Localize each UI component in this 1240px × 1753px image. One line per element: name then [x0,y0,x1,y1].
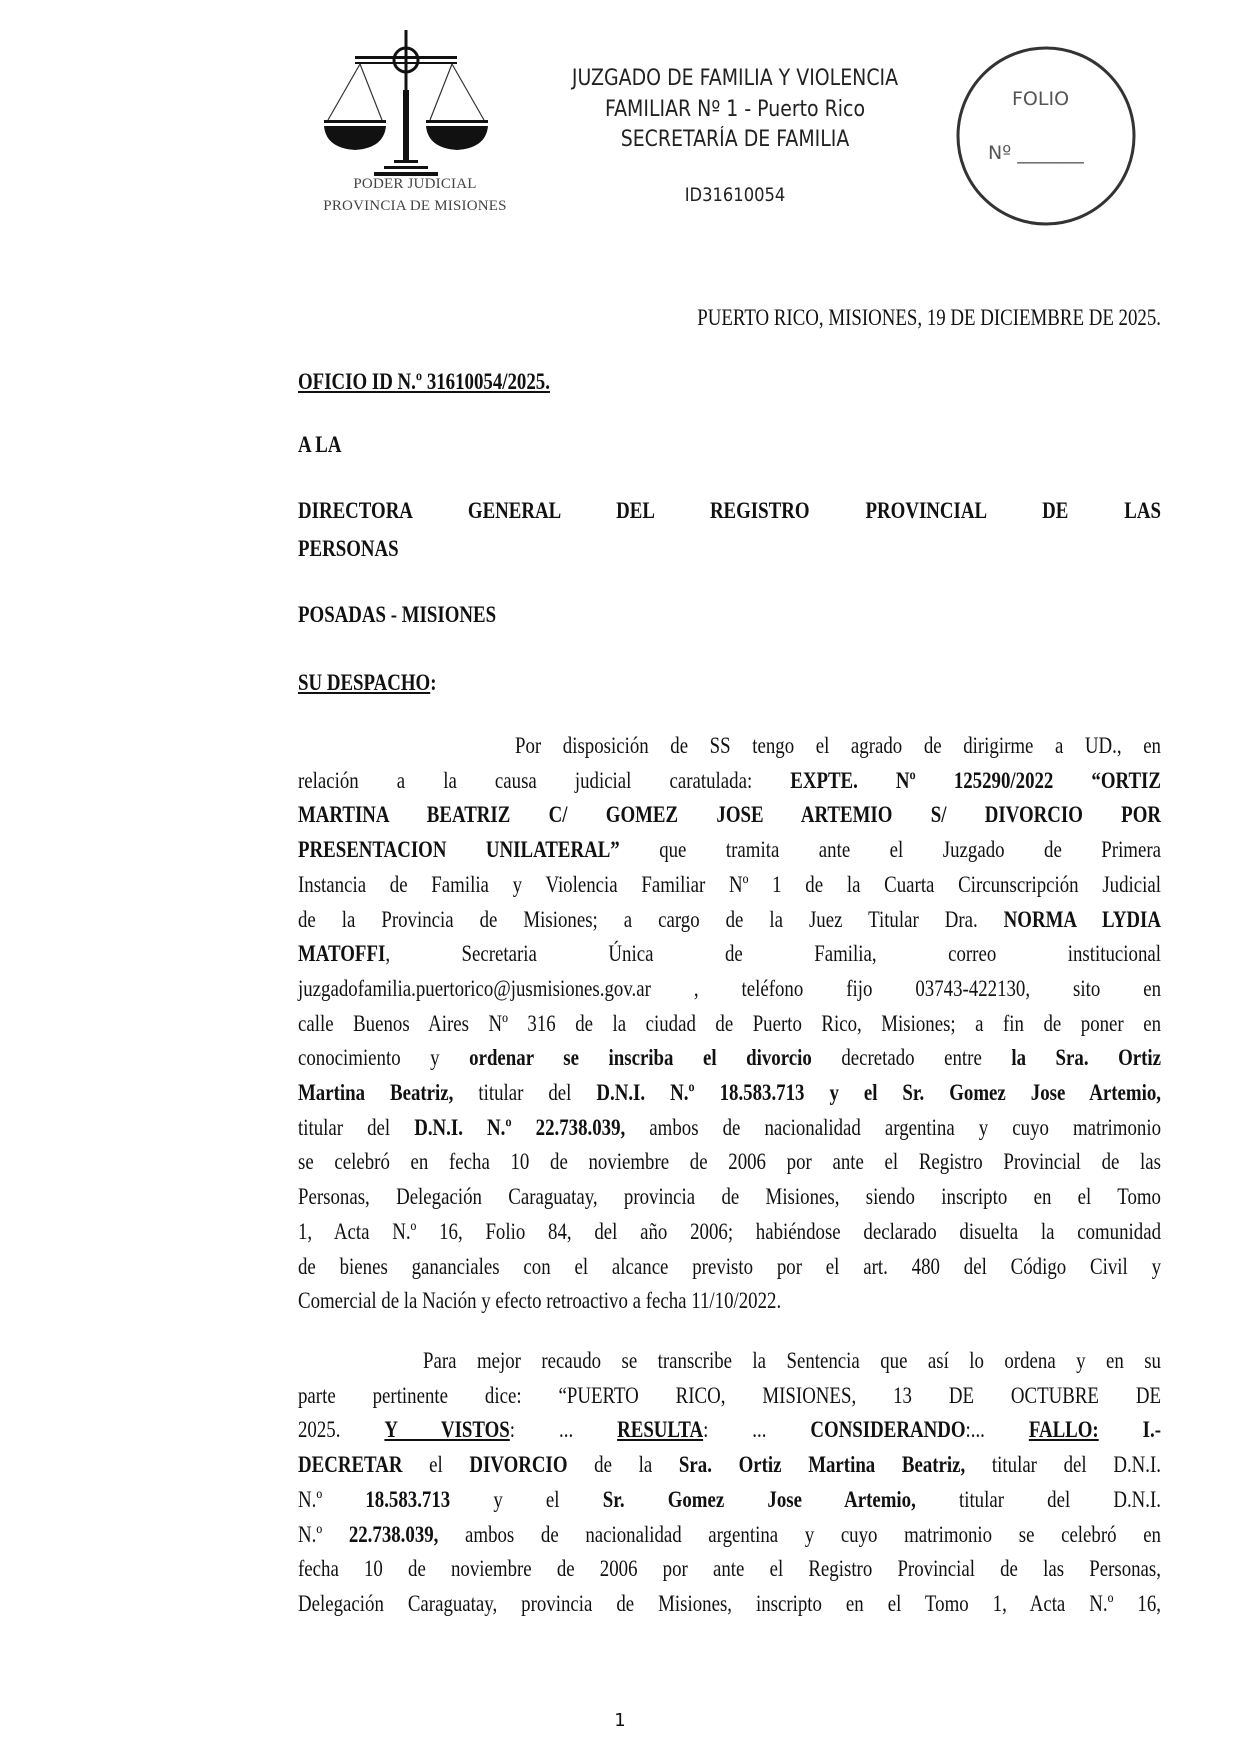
text-segment: se celebró en fecha 10 de noviembre de 2006 por ante el Registro Provincial de las [298,1149,1161,1174]
text-segment: POSADAS - MISIONES [298,602,497,627]
text-segment: ambos de nacionalidad argentina y cuyo matrimonio se celebró en [438,1522,1161,1547]
text-line [298,1040,1161,1076]
text-segment: y el [450,1487,603,1512]
court-name-line-2: FAMILIAR Nº 1 - Puerto Rico [604,97,866,122]
text-line [298,1006,1161,1042]
text-line [298,493,1161,529]
text-segment: la Sra. Ortiz [1011,1045,1162,1070]
text-segment: titular del [453,1080,597,1105]
text-line [298,597,1161,633]
text-line [298,1378,1161,1414]
text-segment: ambos de nacionalidad argentina y cuyo matrimonio [625,1115,1161,1140]
text-segment: SU DESPACHO [298,670,431,695]
text-segment: parte pertinente dice: “PUERTO RICO, MISIONES, 13 DE OCTUBRE DE [298,1383,1161,1408]
text-line [298,427,1161,463]
text-segment: calle Buenos Aires Nº 316 de la ciudad de Puerto Rico, Misiones; a fin de poner en [298,1011,1161,1036]
text-segment: fecha 10 de noviembre de 2006 por ante el Registro Provincial de las Personas, [298,1556,1161,1581]
text-segment: CONSIDERANDO [810,1417,966,1442]
text-segment: 18.583.713 [365,1487,451,1512]
text-segment: Y VISTOS [384,1417,510,1442]
text-segment: : ... [703,1417,811,1442]
text-line [298,1517,1161,1553]
text-segment: PERSONAS [298,536,399,561]
text-segment: de bienes gananciales con el alcance previsto por el art. 480 del Código Civil y [298,1254,1161,1279]
text-segment: Delegación Caraguatay, provincia de Misiones, inscripto en el Tomo 1, Acta N.º 16, [298,1591,1161,1616]
text-line [298,1586,1161,1622]
text-line [298,1283,1161,1319]
text-segment: : [430,670,437,695]
document-id: ID31610054 [684,184,786,206]
court-name-line-3: SECRETARÍA DE FAMILIA [620,127,850,152]
text-segment: decretado entre [811,1045,1012,1070]
text-segment: N.º [298,1522,349,1547]
text-segment: titular del D.N.I. [915,1487,1162,1512]
folio-stamp [954,44,1138,228]
text-segment: titular del D.N.I. [965,1452,1161,1477]
text-segment: Instancia de Familia y Violencia Familiar Nº 1 de la Cuarta Circunscripción Judicial [298,872,1161,897]
text-line [298,1214,1161,1250]
text-segment: Sr. Gomez Jose Artemio, [602,1487,916,1512]
text-line [298,1447,1161,1483]
text-segment: de la Provincia de Misiones; a cargo de la Juez Titular Dra. [298,907,1004,932]
text-segment: DECRETAR [298,1452,403,1477]
text-segment: D.N.I. N.º 18.583.713 y el Sr. Gomez Jose Artemio, [596,1080,1162,1105]
logo-text-line2: PROVINCIA DE MISIONES [323,198,507,214]
text-segment: EXPTE. Nº 125290/2022 “ORTIZ [790,768,1161,793]
text-segment: DIVORCIO [469,1452,568,1477]
text-segment: juzgadofamilia.puertorico@jusmisiones.gov.ar , teléfono fijo 03743-422130, sito en [298,976,1161,1001]
text-segment: relación a la causa judicial caratulada: [298,768,791,793]
text-segment: PRESENTACION UNILATERAL” [298,837,620,862]
poder-judicial-logo [310,30,520,225]
text-line [298,867,1161,903]
text-segment: OFICIO ID N.º 31610054/2025. [298,369,550,394]
text-segment: 22.738.039, [348,1522,439,1547]
text-line [298,832,1161,868]
folio-number-label: Nº _______ [988,142,1084,164]
text-line [298,797,1161,833]
text-segment: MARTINA BEATRIZ C/ GOMEZ JOSE ARTEMIO S/ DIVORCIO POR [298,802,1161,827]
text-segment: titular del [298,1115,415,1140]
text-segment: 1, Acta N.º 16, Folio 84, del año 2006; habiéndose declarado disuelta la comunidad [298,1219,1161,1244]
text-segment: D.N.I. N.º 22.738.039, [414,1115,626,1140]
text-line [298,971,1161,1007]
page-number: 1 [614,1710,626,1731]
text-segment: de la [567,1452,679,1477]
text-line [298,1144,1161,1180]
text-segment: DIRECTORA GENERAL DEL REGISTRO PROVINCIAL DE LAS [298,498,1161,523]
folio-label: FOLIO [1012,88,1070,110]
text-segment: Martina Beatriz, [298,1080,454,1105]
text-line [298,902,1161,938]
text-line [298,1412,1161,1448]
text-segment: , Secretaria Única de Familia, correo institucional [385,941,1161,966]
text-line [298,1075,1161,1111]
text-segment: 2025. [298,1417,385,1442]
text-segment: PUERTO RICO, MISIONES, 19 DE DICIEMBRE DE 2025. [697,305,1161,330]
text-line [298,763,1161,799]
text-segment: conocimiento y [298,1045,470,1070]
text-line [298,531,1161,567]
text-line [298,1551,1161,1587]
text-line [298,1110,1161,1146]
folio-stamp-circle-icon [954,44,1138,228]
court-name-line-1: JUZGADO DE FAMILIA Y VIOLENCIA [571,66,899,91]
text-line [298,1179,1161,1215]
text-segment: Sra. Ortiz Martina Beatriz, [678,1452,966,1477]
text-line [298,665,1161,701]
text-segment: FALLO: [1028,1417,1099,1442]
text-segment: A LA [298,432,342,457]
text-segment: Personas, Delegación Caraguatay, provincia de Misiones, siendo inscripto en el Tomo [298,1184,1161,1209]
text-segment: : ... [509,1417,618,1442]
text-segment: I.- [1098,1417,1162,1442]
text-segment: el [402,1452,470,1477]
scales-of-justice-icon [310,30,520,180]
logo-text-line1: PODER JUDICIAL [353,176,477,192]
text-line [298,1482,1161,1518]
text-segment: Por disposición de SS tengo el agrado de dirigirme a UD., en [515,733,1161,758]
text-segment: ordenar se inscriba el divorcio [469,1045,812,1070]
text-line [298,300,1161,336]
text-line [515,728,1161,764]
text-segment: MATOFFI [298,941,386,966]
text-line [298,1249,1161,1285]
text-segment: RESULTA [617,1417,704,1442]
text-segment: Para mejor recaudo se transcribe la Sentencia que así lo ordena y en su [423,1348,1161,1373]
text-line [298,364,1161,400]
text-line [298,936,1161,972]
text-segment: Comercial de la Nación y efecto retroactivo a fecha 11/10/2022. [298,1288,782,1313]
text-segment: NORMA LYDIA [1003,907,1161,932]
text-segment: que tramita ante el Juzgado de Primera [619,837,1161,862]
text-segment: N.º [298,1487,366,1512]
text-line [423,1343,1161,1379]
text-segment: :... [965,1417,1029,1442]
